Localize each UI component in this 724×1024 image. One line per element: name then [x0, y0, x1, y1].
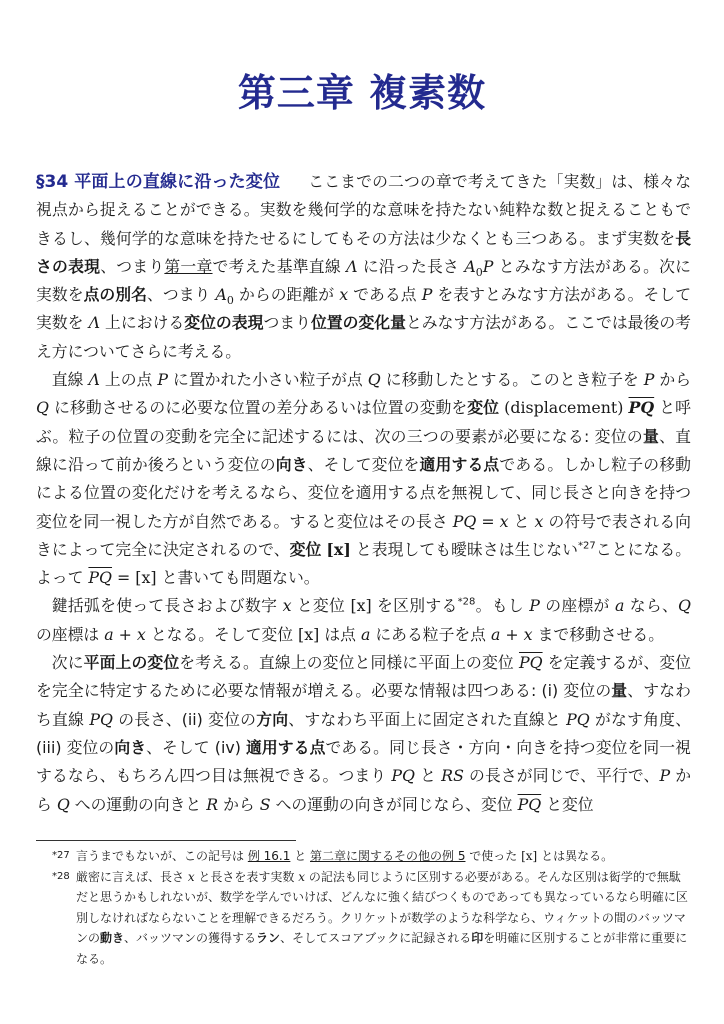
math-var: S [259, 794, 271, 814]
text: ここまでの二つの章で考えてきた「実数」は、様々な視点から捉えることができる。実数を幾何学的な意味を持たない純粋な数と捉えることもできるし、幾何学的な意味を持たせるにしてもその方法は少なくとも三つある。まず実数を [36, 172, 691, 248]
math-var: P [157, 370, 169, 390]
text: 、直線に沿って前か後ろという変位の [36, 426, 691, 474]
math-expression: a + x [490, 624, 533, 644]
math-vector: $\overline{PQ}$ [517, 794, 542, 814]
text: 次に [51, 653, 84, 673]
math-equals: = [112, 568, 136, 588]
section-heading: §34 平面上の直線に沿った変位 [36, 172, 281, 192]
text: 言うまでもないが、この記号は [76, 849, 248, 863]
text: に移動させるのに必要な位置の差分あるいは位置の変動を [48, 398, 468, 418]
text: 、そして (iv) [146, 737, 246, 757]
text: である。しかし粒子の移動による位置の変化だけを考えるなら、変位を適用する点を無視して、同じ長さと向きを持つ変位を同一視した方が自然である。すると変位はその長さ [36, 454, 691, 531]
math-lambda: Λ [88, 313, 100, 333]
text: の長さが同じで、平行で、 [463, 766, 660, 786]
text: 、そしてスコアブックに記録される [280, 931, 472, 945]
math-var: a [360, 624, 371, 644]
text: の記法も同じように区別する必要がある。そんな区別は衒学的で無駄だと思うかもしれないが、数学を学んでいけば、どんなに強く結びつくものであっても異なっているなら明確に区別しなければならないことを理解できるだろう。クリケットが数学のような科学なら、ウィケットの間のバッツマンの [76, 869, 688, 945]
bold-term: 適用する点 [246, 737, 326, 757]
text: に移動したとする。このとき粒子を [380, 370, 644, 390]
math-vector: $\overline{PQ}$ [88, 568, 113, 588]
text: 、つまり [146, 285, 216, 305]
math-var: Q [56, 794, 70, 814]
text: と長さを表す実数 [194, 869, 299, 884]
paragraph-3 [36, 592, 691, 649]
text: 、バッツマンの獲得する [124, 931, 257, 945]
math-var: P [643, 370, 655, 390]
math-var: Q [36, 398, 49, 418]
text: と [508, 511, 535, 531]
paragraph-1 [36, 168, 691, 366]
text: つまり [263, 313, 311, 333]
math-vector: $\overline{PQ}$ [628, 398, 655, 418]
text: とみなす方法がある。次に実数を [36, 256, 691, 305]
text: にある粒子を点 [370, 624, 491, 644]
text: を定義するが、変位を完全に特定するために必要な情報が増える。必要な情報は四つある: (i) 変位の [36, 653, 691, 701]
text: と [290, 849, 311, 863]
text: と変位 [541, 794, 594, 814]
text: 。もし [475, 596, 530, 616]
text: の座標は [36, 624, 105, 644]
text: を考える。直線上の変位と同様に平面上の変位 [179, 653, 519, 673]
footnote-divider [36, 840, 296, 841]
bold-term: 変位 [289, 539, 322, 559]
text: まで移動させる。 [532, 624, 664, 644]
text: からの距離が [233, 285, 340, 305]
bold-term: 長さの表現 [36, 228, 691, 276]
math-var: A [464, 256, 476, 276]
text: と呼ぶ。粒子の位置の変動を完全に記述するには、次の三つの要素が必要になる: 変位の [36, 398, 691, 446]
text: と書いても問題ない。 [156, 568, 320, 588]
math-var: x [187, 869, 195, 884]
math-var: PQ [89, 709, 113, 729]
text: とみなす方法がある。ここでは最後の考え方についてさらに考える。 [36, 313, 691, 361]
math-var: a [614, 596, 625, 616]
text: 、つまり [100, 256, 165, 276]
text: への運動の向きが同じなら、変位 [270, 794, 518, 814]
math-var: P [421, 285, 433, 305]
body-text [36, 168, 691, 819]
bold-term: 向き [114, 737, 147, 757]
text: である点 [348, 285, 422, 305]
text: から [36, 766, 692, 814]
math-var: Q [367, 370, 381, 390]
math-var: P [659, 766, 671, 786]
text: ことになる。よって [36, 539, 691, 588]
text: を明確に区別することが非常に重要になる。 [76, 931, 688, 966]
text: と変位 [291, 596, 351, 616]
text: 厳密に言えば、長さ [76, 869, 188, 884]
math-var: RS [441, 766, 464, 786]
text: 上における [100, 313, 185, 333]
footnote-ref-27[interactable]: *27 [578, 540, 596, 552]
bold-term: 動き [100, 931, 125, 945]
bold-term: 量 [611, 681, 628, 701]
bold-term: 変位の表現 [184, 313, 264, 333]
math-equation: PQ = x [452, 511, 509, 531]
text: 直線 [51, 370, 89, 390]
bold-term: 位置の変化量 [310, 313, 406, 333]
bold-term: 方向 [256, 709, 289, 729]
math-subscript: 0 [475, 266, 483, 280]
math-subscript: 0 [226, 294, 234, 308]
math-expression: a + x [104, 624, 146, 644]
bold-term: 変位 [467, 398, 500, 418]
text: に置かれた小さい粒子が点 [168, 370, 368, 390]
math-lambda: Λ [346, 256, 358, 276]
text: は点 [319, 624, 361, 644]
footnote-ref-28[interactable]: *28 [457, 597, 476, 609]
text: 、すなわち平面上に固定された直線と [288, 709, 567, 729]
footnotes [36, 846, 691, 969]
bold-term: 平面上の変位 [83, 653, 180, 673]
footnote-27 [36, 846, 691, 867]
math-var: x [282, 596, 292, 616]
text: を区別する [371, 596, 458, 616]
example-link[interactable]: 例 16.1 [247, 849, 291, 863]
text: で考えた基準直線 [212, 256, 347, 276]
text: である。同じ長さ・方向・向きを持つ変位を同一視するなら、もちろん四つ目は無視できる。つまり [36, 737, 691, 786]
paragraph-4 [36, 649, 691, 819]
text: がなす角度、(iii) 変位の [36, 709, 691, 757]
math-bracket: [x] [135, 568, 157, 588]
text: への運動の向きと [69, 794, 207, 814]
math-var: R [206, 794, 219, 814]
footnote-mark: *28 [52, 870, 70, 882]
text: となる。そして変位 [145, 624, 299, 644]
text: と表現しても曖昧さは生じない [350, 539, 579, 559]
bold-term: 向き [275, 454, 308, 474]
math-var: PQ [566, 709, 590, 729]
footnote-mark: *27 [52, 850, 70, 861]
text: なら、 [624, 596, 679, 616]
math-bracket: [x] [350, 596, 372, 616]
text: (displacement) [499, 398, 629, 418]
chapter-link[interactable]: 第一章 [164, 256, 213, 276]
math-bracket: [x] [521, 849, 538, 863]
math-var: PQ [391, 766, 415, 786]
math-var: x [534, 511, 544, 531]
example-link[interactable]: 第二章に関するその他の例 5 [310, 849, 466, 863]
math-bracket: [x] [326, 539, 351, 559]
text: を表すとみなす方法がある。そして実数を [36, 285, 691, 333]
text: 上の点 [99, 370, 158, 390]
bold-term: ラン [256, 931, 281, 945]
chapter-title: 第三章 複素数 [237, 71, 487, 115]
text: とは異なる。 [537, 849, 614, 863]
text: と [414, 766, 442, 786]
text: から [218, 794, 260, 814]
math-var: Q [678, 596, 691, 616]
math-var: P [529, 596, 540, 616]
bold-term: 点の別名 [83, 285, 147, 305]
math-lambda: Λ [88, 370, 100, 390]
bold-term: 印 [471, 931, 484, 945]
paragraph-2 [36, 366, 691, 592]
math-bracket: [x] [298, 624, 320, 644]
text: に沿った長さ [357, 256, 465, 276]
text: 鍵括弧を使って長さおよび数字 [51, 596, 283, 616]
math-var: A [215, 285, 227, 305]
math-var: P [482, 256, 494, 276]
text: 、すなわち直線 [36, 681, 691, 729]
bold-term: 量 [642, 426, 660, 446]
math-var: x [298, 869, 306, 884]
math-var: x [339, 285, 349, 305]
math-vector: $\overline{PQ}$ [518, 653, 543, 673]
text: の座標が [539, 596, 615, 616]
text: で使った [465, 849, 522, 863]
text: 、そして変位を [307, 454, 420, 474]
footnote-28 [36, 867, 691, 970]
text: から [654, 370, 692, 390]
bold-term: 適用する点 [419, 454, 500, 474]
text: の長さ、(ii) 変位の [112, 709, 257, 729]
text: の符号で表される向きによって完全に決定されるので、 [36, 511, 691, 559]
